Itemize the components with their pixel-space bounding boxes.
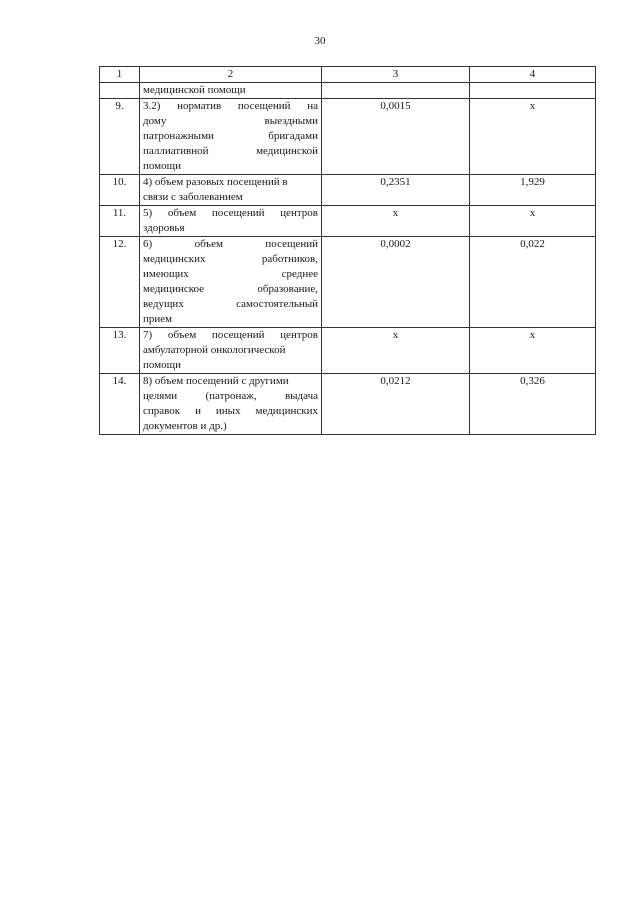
description-word: выездными <box>264 115 318 127</box>
description-word: 7) <box>143 329 153 341</box>
continuation-row <box>100 83 596 99</box>
description-word: медицинских <box>255 405 318 417</box>
description-word: посещений <box>211 207 265 219</box>
description-line: прием <box>143 313 173 325</box>
description-word: справок <box>143 405 181 417</box>
description-cell <box>140 99 322 175</box>
description-word: бригадами <box>268 130 318 142</box>
description-line <box>143 267 318 282</box>
header-cell: 2 <box>140 67 322 83</box>
description-line: помощи <box>143 160 181 172</box>
description-cell <box>140 328 322 374</box>
description-line <box>143 282 318 297</box>
description-word: работников, <box>261 253 318 265</box>
description-word: объем <box>167 207 197 219</box>
description-word: посещений <box>265 238 318 250</box>
description-word: медицинское <box>143 283 205 295</box>
description-line <box>143 252 318 267</box>
description-word: выдача <box>284 390 318 402</box>
description-line: связи с заболеванием <box>143 191 243 203</box>
header-cell: 4 <box>470 67 596 83</box>
continuation-num-cell <box>100 83 140 99</box>
description-cell <box>140 175 322 206</box>
description-cell <box>140 237 322 328</box>
row-number-cell: 13. <box>100 328 140 374</box>
description-word: медицинской <box>256 145 318 157</box>
row-number-cell: 9. <box>100 99 140 175</box>
row-number-cell: 10. <box>100 175 140 206</box>
description-line: амбулаторной онкологической <box>143 344 286 356</box>
description-word: дому <box>143 115 167 127</box>
description-line <box>143 206 318 221</box>
description-word: 3.2) <box>143 100 161 112</box>
description-word: иных <box>215 405 241 417</box>
table-row <box>100 99 596 175</box>
description-word: 6) <box>143 238 153 250</box>
description-cell <box>140 374 322 435</box>
table-row <box>100 374 596 435</box>
description-word: среднее <box>281 268 318 280</box>
table-row <box>100 175 596 206</box>
description-line <box>143 114 318 129</box>
table-row <box>100 328 596 374</box>
description-word: центров <box>280 207 318 219</box>
description-word: объем <box>167 329 197 341</box>
description-line <box>143 99 318 114</box>
description-word: на <box>307 100 318 112</box>
continuation-desc-cell: медицинской помощи <box>140 83 322 99</box>
description-word: посещений <box>211 329 265 341</box>
table-row <box>100 206 596 237</box>
description-line <box>143 237 318 252</box>
description-word: норматив <box>177 100 222 112</box>
description-word: посещений <box>237 100 291 112</box>
value-cell-col4: 1,929 <box>470 175 596 206</box>
value-cell-col3: 0,0015 <box>322 99 470 175</box>
continuation-cell <box>470 83 596 99</box>
value-cell-col4: 0,326 <box>470 374 596 435</box>
table-header-row <box>100 67 596 83</box>
table-row <box>100 237 596 328</box>
value-cell-col3: 0,0212 <box>322 374 470 435</box>
header-cell: 3 <box>322 67 470 83</box>
page-number: 30 <box>314 35 326 47</box>
row-number-cell: 14. <box>100 374 140 435</box>
description-line: 4) объем разовых посещений в <box>143 176 288 188</box>
description-line: документов и др.) <box>143 420 227 432</box>
value-cell-col4: х <box>470 206 596 237</box>
norms-table <box>99 66 596 435</box>
description-line: 8) объем посещений с другими <box>143 375 289 387</box>
value-cell-col3: 0,0002 <box>322 237 470 328</box>
description-word: патронажными <box>143 130 214 142</box>
description-word: 5) <box>143 207 153 219</box>
description-word: (патронаж, <box>205 390 257 402</box>
description-word: объем <box>194 238 223 250</box>
description-line <box>143 297 318 312</box>
description-line <box>143 328 318 343</box>
description-word: образование, <box>257 283 318 295</box>
description-line <box>143 129 318 144</box>
value-cell-col3: х <box>322 328 470 374</box>
description-line <box>143 404 318 419</box>
value-cell-col4: х <box>470 99 596 175</box>
description-word: самостоятельный <box>236 298 318 310</box>
value-cell-col4: 0,022 <box>470 237 596 328</box>
description-word: центров <box>280 329 318 341</box>
row-number-cell: 12. <box>100 237 140 328</box>
description-cell <box>140 206 322 237</box>
description-line: здоровья <box>143 222 185 234</box>
description-word: целями <box>143 390 178 402</box>
description-word: имеющих <box>143 268 189 280</box>
description-line: помощи <box>143 359 181 371</box>
description-word: медицинских <box>143 253 206 265</box>
value-cell-col3: 0,2351 <box>322 175 470 206</box>
description-line <box>143 389 318 404</box>
description-word: и <box>195 405 201 417</box>
description-word: ведущих <box>143 298 184 310</box>
continuation-cell <box>322 83 470 99</box>
header-cell: 1 <box>100 67 140 83</box>
value-cell-col4: х <box>470 328 596 374</box>
row-number-cell: 11. <box>100 206 140 237</box>
description-line <box>143 144 318 159</box>
description-word: паллиативной <box>143 145 209 157</box>
value-cell-col3: х <box>322 206 470 237</box>
